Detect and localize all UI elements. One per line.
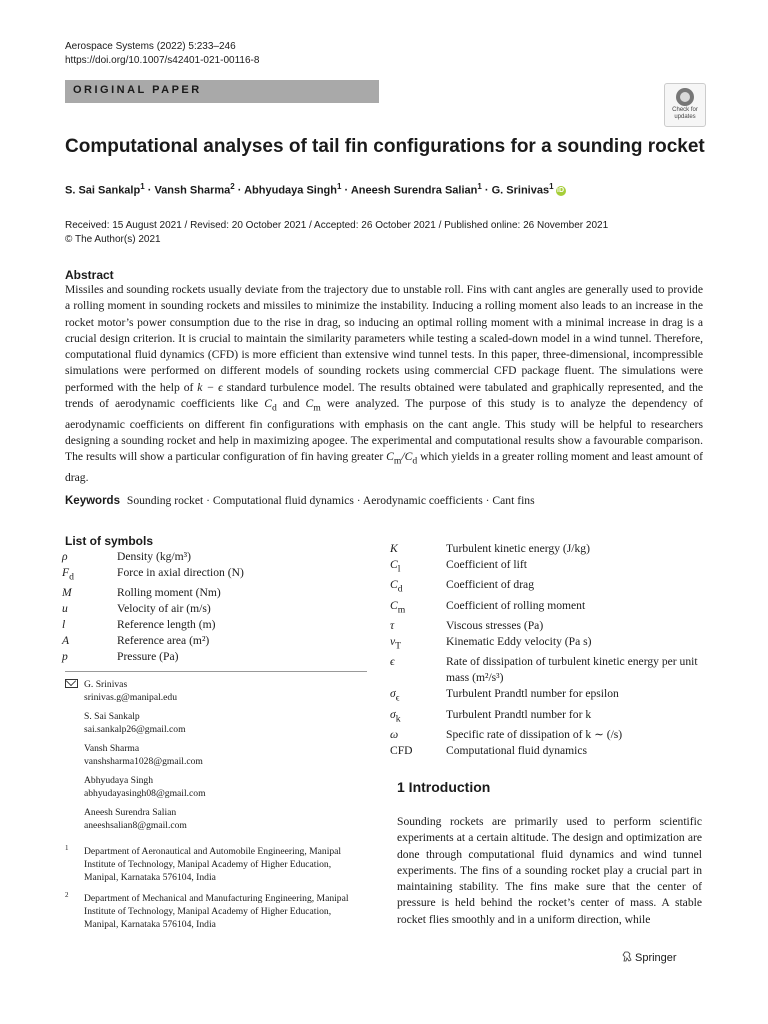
contact-entry [65,678,375,704]
symbol-description: Turbulent Prandtl number for k [446,707,592,721]
symbol: ω [390,727,399,741]
abstract-part: were analyzed. The purpose of this study is to analyze the dependency of aerodynamic coefficients on different fin configurations with emphasis on the cant angle. This study will be helpful to researchers designing a sounding rocket and help in maximizing apogee. The experimental and computational results show a favourable comparison. The results will show a particular configuration of fin having greater [65,397,704,464]
symbol-row [390,727,710,743]
symbol-description: Computational fluid dynamics [446,743,588,757]
symbol: ρ [62,550,68,563]
introduction-text: Sounding rockets are primarily used to perform scientific experiments at a certain altitude. The design and optimization are done through computational fluid dynamics and wind tunnel experiments. The fins of a sounding rocket play a crucial part in maintaining stability. The fins make sure that the center of pressure is held behind the rocket’s center of mass. A stable rocket flies smoothly and in a uniform direction, while [397,815,702,926]
abstract-heading: Abstract [65,268,114,282]
symbol-description: Reference area (m²) [117,634,210,648]
contact-entry [65,806,375,832]
contact-email[interactable]: sai.sankalp26@gmail.com [84,724,186,735]
symbol: CFD [390,743,413,757]
check-updates-icon [676,88,694,106]
author[interactable]: Aneesh Surendra Salian [350,184,478,197]
symbol: A [62,634,70,648]
author[interactable]: G. Srinivas [491,184,550,197]
symbol: $C_m$ [390,598,406,615]
contact-name: Aneesh Surendra Salian [84,807,177,818]
symbol-row [390,707,710,727]
math-sub: d [271,402,277,414]
math-sub: d [412,455,418,467]
symbol-row [390,686,710,706]
affiliation-text: Department of Aeronautical and Automobile Engineering, Manipal Institute of Technology, Manipal Academy of Higher Education, Manipal, Karnataka 576104, India [84,846,342,883]
symbol-description: Specific rate of dissipation of k ∼ (/s) [446,727,623,741]
symbol: $C_d$ [390,578,403,595]
paper-title: Computational analyses of tail fin configurations for a sounding rocket [65,136,705,157]
symbol-row [390,557,710,577]
contact-name: Vansh Sharma [84,743,140,754]
contact-entry [65,742,375,768]
affiliation-number: 2 [65,891,69,899]
symbol-row [62,601,244,617]
symbol-row [390,577,710,597]
symbol: ϵ [390,655,395,669]
doi-link[interactable]: https://doi.org/10.1007/s42401-021-00116-8 [65,55,260,66]
symbol-description: Turbulent Prandtl number for epsilon [446,687,619,701]
article-type-label: ORIGINAL PAPER [73,84,202,96]
author[interactable]: Abhyudaya Singh [244,184,337,197]
mail-icon[interactable] [65,679,78,688]
symbol-description: Rolling moment (Nm) [117,586,221,600]
symbol-description: Turbulent kinetic energy (J/kg) [446,542,590,555]
symbol-row [390,598,710,618]
author[interactable]: Vansh Sharma [154,184,231,197]
symbol: $\sigma_\epsilon$ [390,687,400,704]
symbol-row [390,618,710,634]
symbol: $C_l$ [390,558,401,575]
symbol: $\nu_T$ [390,634,402,652]
copyright: © The Author(s) 2021 [65,234,161,245]
symbol: $F_d$ [62,566,74,583]
author-affiliation-mark: 1 [140,182,145,191]
check-for-updates-badge[interactable] [664,83,706,127]
math-k-epsilon: k − ϵ [197,380,223,394]
abstract-part: which yields in a greater rolling moment and least amount of drag. [65,450,703,484]
symbol: K [390,542,398,555]
author-separator: · [341,184,351,197]
keywords-line [65,493,705,509]
symbol-row [62,565,244,585]
contact-entry [65,774,375,800]
author-separator: · [234,184,245,197]
symbol-description: Coefficient of drag [446,578,534,592]
abstract-part: standard turbulence model. The results obtained were tabulated and graphically represented, and the trends of aerodynamic coefficients like [65,380,704,411]
section-heading-introduction: 1 Introduction [397,779,491,795]
symbols-table-right [390,541,710,759]
symbol-row [390,541,710,557]
symbol-description: Density (kg/m³) [117,550,191,563]
symbol-description: Kinematic Eddy velocity (Pa s) [446,634,592,648]
author-affiliation-mark: 1 [549,182,554,191]
journal-citation: Aerospace Systems (2022) 5:233–246 [65,41,236,52]
author-affiliation-mark: 1 [477,182,482,191]
symbol-row [62,549,244,565]
check-line1: Check for [672,107,698,113]
affiliation-entry [65,892,365,931]
symbols-table-left [62,549,244,665]
math-cd: C [264,397,272,411]
contact-email[interactable]: aneeshsalian8@gmail.com [84,820,187,831]
affiliations [65,845,365,939]
symbol-row [62,649,244,665]
symbol-description: Force in axial direction (N) [117,566,244,579]
affiliation-number: 1 [65,844,69,852]
contact-name: G. Srinivas [84,679,128,690]
publisher-name: Springer [635,952,677,964]
check-line2: updates [674,114,696,120]
author-separator: · [481,184,492,197]
publisher-logo [622,951,677,964]
author-contacts [65,678,375,838]
abstract-text [65,282,703,486]
symbol-description: Velocity of air (m/s) [117,602,211,616]
keywords-label: Keywords [65,495,120,507]
symbol-row [390,654,710,686]
math-sub: m [393,455,402,467]
symbol-description: Coefficient of rolling moment [446,598,586,612]
contact-name: S. Sai Sankalp [84,711,140,722]
symbol-row [62,617,244,633]
symbol-row [390,634,710,654]
footnote-divider [65,671,367,672]
contact-email[interactable]: abhyudayasingh08@gmail.com [84,788,206,799]
symbol-description: Rate of dissipation of turbulent kinetic energy per unit mass (m²/s³) [446,655,698,685]
symbol: u [62,602,68,616]
symbol: τ [390,618,395,632]
math-ratio: C [386,450,394,464]
journal-header [65,40,259,68]
symbol: $\sigma_k$ [390,707,401,724]
symbol: l [62,618,66,632]
author[interactable]: S. Sai Sankalp [65,184,141,197]
symbol: p [62,650,68,664]
math-cm: C [305,397,314,411]
contact-email[interactable]: srinivas.g@manipal.edu [84,692,178,703]
publication-dates [65,219,725,247]
symbol-description: Coefficient of lift [446,558,527,571]
symbol-description: Viscous stresses (Pa) [446,618,544,632]
author-affiliation-mark: 2 [230,182,235,191]
abstract-part: Missiles and sounding rockets usually deviate from the trajectory due to unstable roll. Fins with cant angles are generally used to provide a rolling moment in sounding rockets and missiles to minimize the instability. Inducing a rolling moment also leads to an increase in the rocket motor’s power consumption due to the rise in drag, so inducing an optimal rolling moment with a minimal increase in drag is a crucial design criterion. It is crucial to maintain the similarity parameters while testing a scaled-down model in a wind tunnel. Therefore, computational fluid dynamics (CFD) is more efficient than extensive wind tunnel tests. In this paper, three-dimensional, incompressible simulations were performed on different models of sounding rockets using commercial CFD package fluent. The simulations were performed with the help of [65,283,703,394]
symbol-row [62,585,244,601]
math-sub: m [313,402,321,414]
symbols-heading: List of symbols [65,534,154,548]
contact-name: Abhyudaya Singh [84,775,154,786]
springer-horse-icon [622,951,632,962]
math-ratio: /C [401,450,413,464]
keywords-list: Sounding rocket · Computational fluid dynamics · Aerodynamic coefficients · Cant fins [126,494,535,507]
author-affiliation-mark: 1 [337,182,342,191]
symbol-row [62,633,244,649]
contact-entry [65,710,375,736]
author-separator: · [144,184,155,197]
symbol-description: Pressure (Pa) [117,650,179,664]
symbol-description: Reference length (m) [117,618,216,632]
affiliation-entry [65,845,365,884]
author-list [65,179,725,199]
orcid-icon[interactable]: iD [557,186,565,194]
affiliation-text: Department of Mechanical and Manufacturing Engineering, Manipal Institute of Technology, Manipal Academy of Higher Education, Manipal, Karnataka 576104, India [84,893,349,930]
abstract-part: and [276,397,306,411]
article-type-banner [65,80,379,103]
contact-email[interactable]: vanshsharma1028@gmail.com [84,756,203,767]
symbol: M [62,586,72,600]
symbol-row [390,743,710,759]
history-dates: Received: 15 August 2021 / Revised: 20 October 2021 / Accepted: 26 October 2021 / Published online: 26 November 2021 [65,220,609,231]
